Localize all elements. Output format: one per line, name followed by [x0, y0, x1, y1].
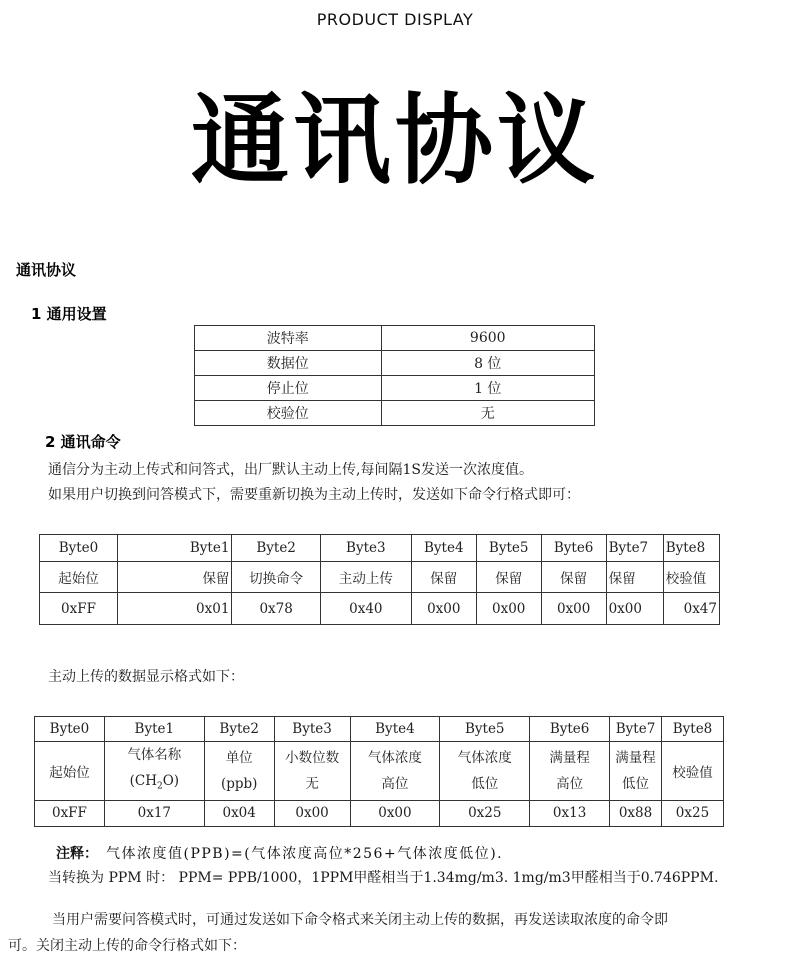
upload-format-intro: 主动上传的数据显示格式如下： [48, 669, 244, 685]
byte-value: 0xFF [40, 593, 118, 625]
switch-command-table [39, 534, 720, 625]
byte-name-top: 气体名称 [127, 747, 182, 763]
note-text: 气体浓度值(PPB)=(气体浓度高位*256+气体浓度低位). [106, 846, 504, 862]
closing-paragraph-line-2: 可。关闭主动上传的命令行格式如下： [8, 938, 246, 954]
byte-name: 保留 [541, 562, 606, 593]
general-settings-table [194, 325, 595, 426]
byte-name: 校验值 [663, 562, 719, 593]
note-line-2: 当转换为 PPM 时： PPM= PPB/1000，1PPM甲醛相当于1.34mg/m3. 1mg/m3甲醛相当于0.746PPM. [48, 870, 719, 886]
upload-format-table [34, 716, 724, 827]
byte-name-bottom: 高位 [556, 775, 584, 792]
formula-part: (CH [129, 773, 157, 789]
setting-label: 波特率 [195, 326, 382, 351]
byte-name-top: 小数位数 [285, 749, 340, 766]
product-display-header: PRODUCT DISPLAY [316, 10, 474, 29]
byte-name-top: 单位 [225, 749, 253, 766]
byte-value: 0x00 [606, 593, 663, 625]
setting-label: 数据位 [195, 351, 382, 376]
command-paragraph-1: 通信分为主动上传式和问答式，出厂默认主动上传,每间隔1S发送一次浓度值。 [48, 462, 533, 478]
command-heading: 2 通讯命令 [45, 433, 121, 451]
byte-value: 0x00 [350, 800, 440, 826]
setting-value: 9600 [381, 326, 595, 351]
table-row [35, 800, 724, 826]
byte-header: Byte1 [117, 535, 231, 562]
byte-value: 0x88 [610, 800, 662, 826]
byte-name-bottom: 无 [305, 775, 319, 792]
byte-value: 0x25 [662, 800, 724, 826]
byte-value: 0x40 [320, 593, 411, 625]
table-row [40, 562, 720, 593]
setting-value: 无 [381, 401, 595, 426]
table-row [35, 742, 724, 801]
byte-header: Byte6 [541, 535, 606, 562]
byte-value: 0x00 [411, 593, 476, 625]
byte-name: 切换命令 [232, 562, 320, 593]
note-line-1 [56, 843, 503, 863]
byte-header: Byte3 [274, 717, 350, 742]
byte-name-top: 气体浓度 [457, 749, 512, 766]
byte-name-bottom: (ppb) [220, 775, 258, 792]
byte-header: Byte4 [411, 535, 476, 562]
section-title: 通讯协议 [16, 261, 77, 279]
table-row [195, 401, 595, 426]
byte-value: 0x04 [204, 800, 274, 826]
byte-name-bottom: 低位 [622, 775, 650, 792]
byte-name [610, 742, 662, 801]
setting-label: 停止位 [195, 376, 382, 401]
byte-name [104, 742, 204, 801]
byte-value: 0x00 [476, 593, 541, 625]
byte-header: Byte2 [232, 535, 320, 562]
byte-header: Byte8 [662, 717, 724, 742]
byte-header: Byte4 [350, 717, 440, 742]
setting-value: 1 位 [381, 376, 595, 401]
byte-name [440, 742, 530, 801]
formula-subscript: 2 [156, 781, 163, 792]
table-row [195, 351, 595, 376]
byte-value: 0x17 [104, 800, 204, 826]
byte-value: 0x00 [541, 593, 606, 625]
command-paragraph-2: 如果用户切换到问答模式下，需要重新切换为主动上传时，发送如下命令行格式即可： [48, 487, 580, 503]
byte-name-bottom: 高位 [381, 775, 409, 792]
byte-name: 起始位 [35, 742, 105, 801]
table-row [40, 535, 720, 562]
formula-part: O) [162, 773, 180, 789]
byte-header: Byte5 [476, 535, 541, 562]
table-row [35, 717, 724, 742]
byte-header: Byte5 [440, 717, 530, 742]
byte-value: 0xFF [35, 800, 105, 826]
byte-header: Byte0 [35, 717, 105, 742]
byte-name [350, 742, 440, 801]
table-row [195, 326, 595, 351]
byte-header: Byte8 [663, 535, 719, 562]
byte-name: 保留 [411, 562, 476, 593]
byte-name: 保留 [117, 562, 231, 593]
byte-header: Byte3 [320, 535, 411, 562]
byte-name-bottom: 低位 [471, 775, 499, 792]
note-label: 注释： [56, 846, 98, 862]
byte-name: 保留 [476, 562, 541, 593]
table-row [195, 376, 595, 401]
byte-value: 0x78 [232, 593, 320, 625]
table-row [40, 593, 720, 625]
byte-header: Byte6 [530, 717, 610, 742]
byte-name: 保留 [606, 562, 663, 593]
byte-name [530, 742, 610, 801]
byte-name [204, 742, 274, 801]
byte-header: Byte2 [204, 717, 274, 742]
byte-value: 0x01 [117, 593, 231, 625]
byte-value: 0x13 [530, 800, 610, 826]
byte-value: 0x25 [440, 800, 530, 826]
setting-label: 校验位 [195, 401, 382, 426]
byte-name [274, 742, 350, 801]
byte-name-bottom [107, 768, 202, 800]
byte-header: Byte7 [610, 717, 662, 742]
byte-value: 0x00 [274, 800, 350, 826]
byte-header: Byte1 [104, 717, 204, 742]
setting-value: 8 位 [381, 351, 595, 376]
byte-name-top: 满量程 [549, 749, 590, 766]
byte-name: 主动上传 [320, 562, 411, 593]
byte-header: Byte7 [606, 535, 663, 562]
general-settings-heading: 1 通用设置 [31, 305, 107, 323]
closing-paragraph-line-1: 当用户需要问答模式时，可通过发送如下命令格式来关闭主动上传的数据，再发送读取浓度的命令即 [52, 912, 668, 928]
byte-name-top: 气体浓度 [367, 749, 422, 766]
byte-name: 校验值 [662, 742, 724, 801]
byte-name: 起始位 [40, 562, 118, 593]
page-title: 通讯协议 [190, 84, 599, 198]
byte-name-top: 满量程 [615, 749, 656, 766]
byte-header: Byte0 [40, 535, 118, 562]
byte-value: 0x47 [663, 593, 719, 625]
